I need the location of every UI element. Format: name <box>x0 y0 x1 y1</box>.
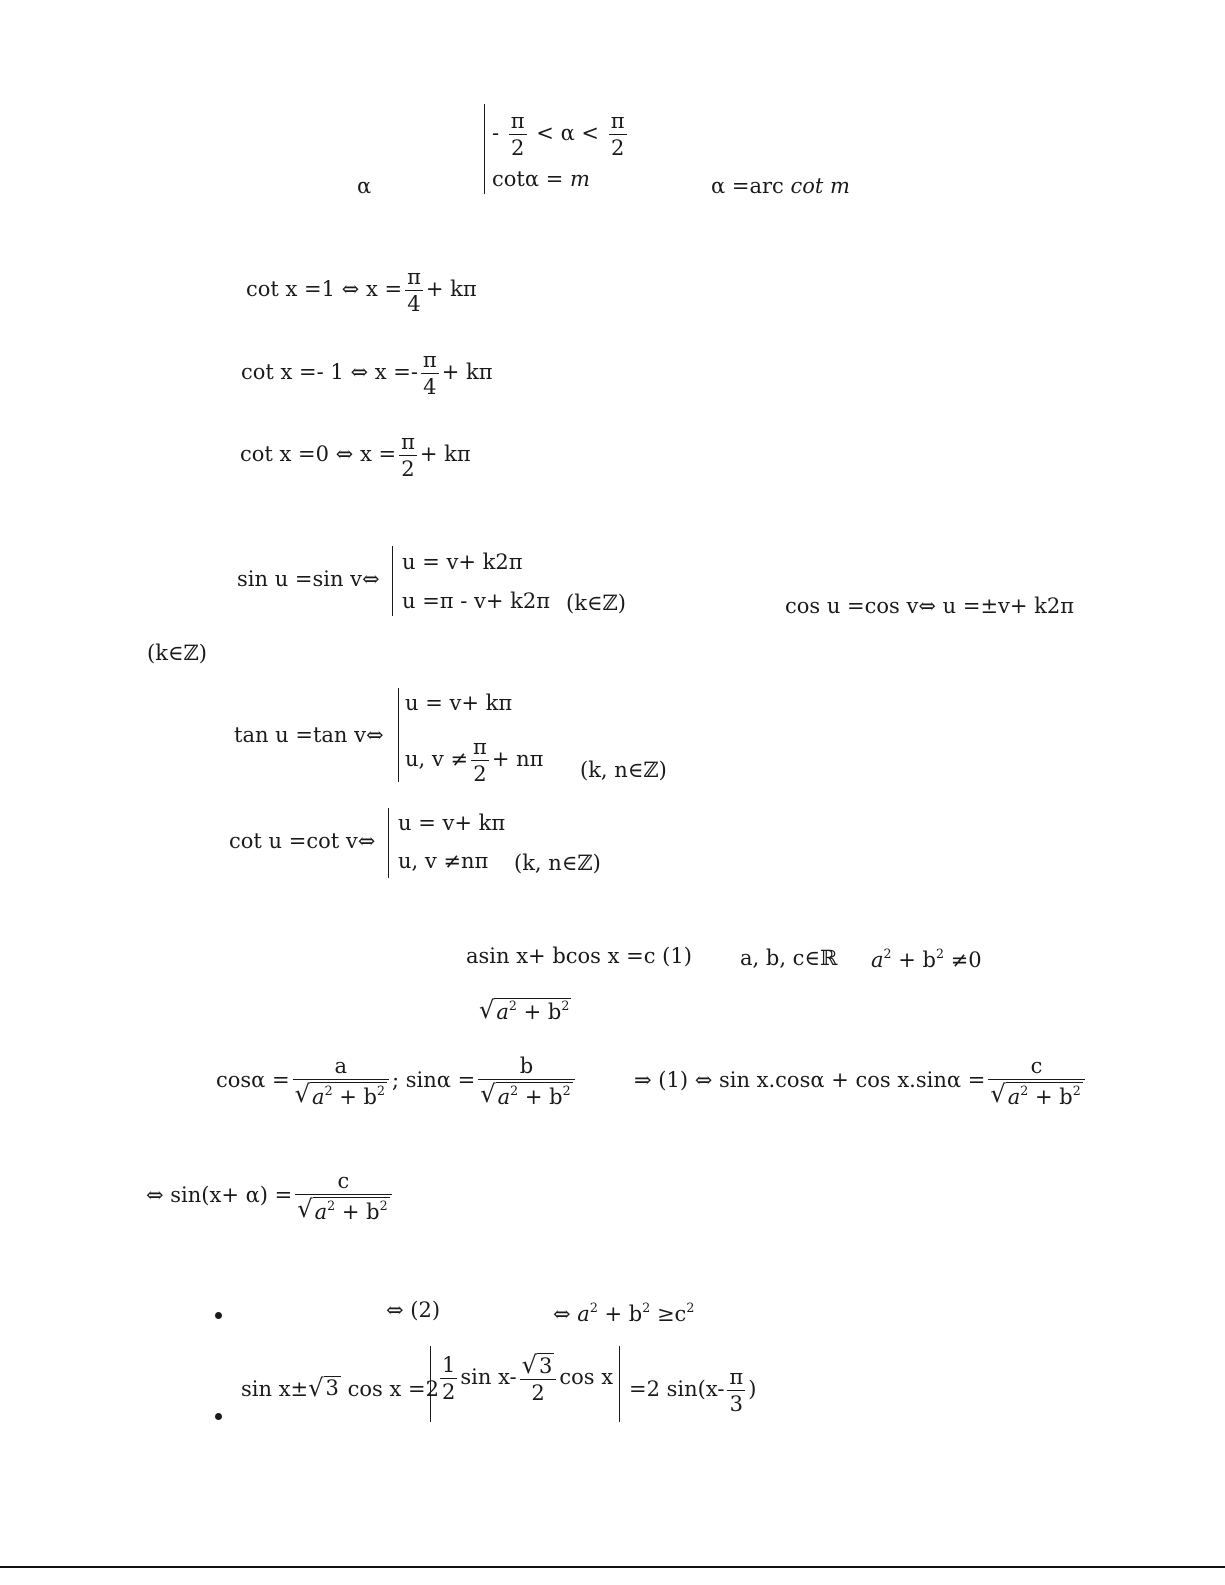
cot-eq-knset: (k, n∈ℤ) <box>514 851 601 875</box>
bullet-1 <box>215 1312 222 1319</box>
sin-eq-kset: (k∈ℤ) <box>566 591 626 615</box>
bullet-1-condition: ⇔ $a^2 + b^2 \ge c^2$ <box>553 1300 695 1326</box>
tan-eq-lhs: tan u =tan v⇔ <box>234 723 384 747</box>
sin-eq-lhs: sin u =sin v⇔ <box>237 567 380 591</box>
tan-eq-brace <box>398 688 399 782</box>
equiv-line: ⇔ sin(x+ α) = c √ $a^2 + b^2$ <box>146 1170 395 1223</box>
bullet-2 <box>215 1413 222 1420</box>
cot-special-1: cot x =1 ⇔ x = $\frac{\pi}{4}$ + kπ <box>246 265 477 317</box>
norm-sqrt: √ $a^2 + b^2$ <box>479 996 570 1024</box>
sin-eq-bracket <box>392 546 393 616</box>
cos-eq-rule: cos u =cos v⇔ u =±v+ k2π <box>785 594 1075 618</box>
linear-cond2: $a^2 + b^2 \ne 0$ <box>871 946 982 972</box>
acot-range-line: - $\frac{\pi}{2}$ < α < $\frac{\pi}{2}$ <box>492 109 625 161</box>
alpha-symbol: α <box>357 174 372 198</box>
bullet-2-rhs: =2 sin(x- $\frac{\pi}{3}$ ) <box>629 1365 757 1417</box>
tan-eq-knset: (k, n∈ℤ) <box>580 758 667 782</box>
linear-cond1: a, b, c∈ℝ <box>740 946 838 970</box>
sin-eq-case2: u =π - v+ k2π <box>402 589 551 613</box>
linear-eq: asin x+ bcos x =c (1) <box>466 944 692 968</box>
bottom-rule <box>0 1566 1225 1568</box>
cot-special-2: cot x =- 1 ⇔ x =- $\frac{\pi}{4}$ + kπ <box>241 348 493 400</box>
cot-special-3: cot x =0 ⇔ x = $\frac{\pi}{2}$ + kπ <box>240 430 471 482</box>
bullet-2-inner: $\frac{1}{2}$ sin x- √ 3 2 cos x <box>442 1351 614 1406</box>
cos-sin-alpha-def: cosα = a √ $a^2 + b^2$ ; sinα = b √ $a^2 + b^2$ <box>216 1055 578 1108</box>
cos-eq-kset: (k∈ℤ) <box>147 641 207 665</box>
cot-eq-case2: u, v ≠nπ <box>398 849 489 873</box>
sin-eq-case1: u = v+ k2π <box>402 550 523 574</box>
implies-line: ⇒ (1) ⇔ sin x.cosα + cos x.sinα = c √ $a^2 + b^2$ <box>634 1055 1088 1108</box>
cot-eq-lhs: cot u =cot v⇔ <box>229 829 376 853</box>
bullet-1-mid: ⇔ (2) <box>386 1298 441 1322</box>
acot-cot-line: cotα = m <box>492 167 590 191</box>
acot-result: α =arc cot m <box>711 174 850 198</box>
bullet-2-lhs: sin x± √ 3 cos x =2 <box>241 1374 439 1402</box>
system-brace <box>484 104 485 194</box>
cot-eq-case1: u = v+ kπ <box>398 811 506 835</box>
tan-eq-case1: u = v+ kπ <box>405 691 513 715</box>
cot-eq-brace <box>388 808 389 878</box>
tan-eq-case2: u, v ≠ $\frac{\pi}{2}$ + nπ <box>405 735 544 787</box>
